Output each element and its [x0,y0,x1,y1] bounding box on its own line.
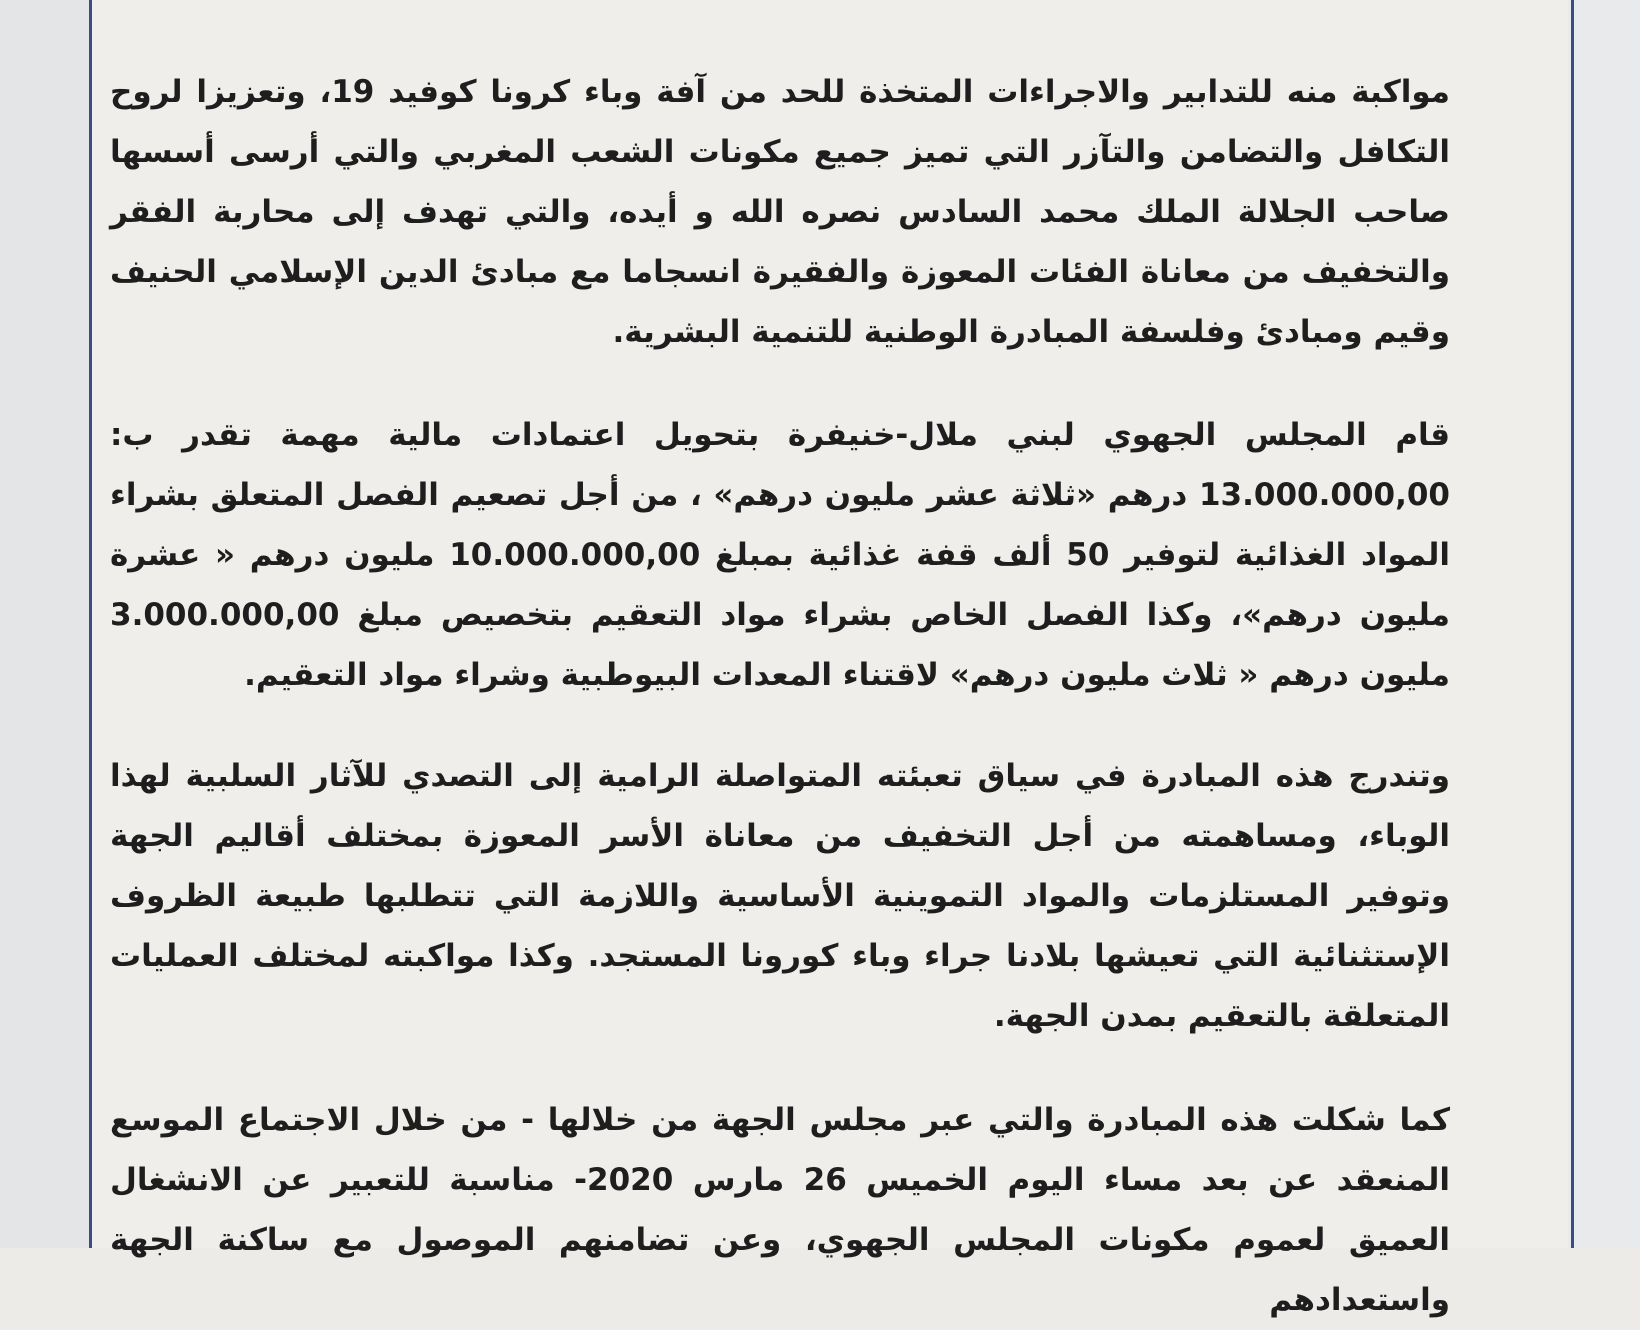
paragraph-3: وتندرج هذه المبادرة في سياق تعبئته المتواصلة الرامية إلى التصدي للآثار السلبية لهذا الوباء، ومساهمته من أجل التخفيف من معاناة الأسر المعوزة بمختلف أقاليم الجهة وتوفير المستلزمات والمواد التموينية الأساسية واللازمة التي تتطلبها طبيعة الظروف الإستثنائية التي تعيشها بلادنا جراء وباء كورونا المستجد. وكذا مواكبته لمختلف العمليات المتعلقة بالتعقيم بمدن الجهة. [110,758,1450,1034]
paragraph-4: كما شكلت هذه المبادرة والتي عبر مجلس الجهة من خلالها - من خلال الاجتماع الموسع المنعقد عن بعد مساء اليوم الخميس 26 مارس 2020- مناسبة للتعبير عن الانشغال العميق لعموم مكونات المجلس الجهوي، وعن تضامنهم الموصول مع ساكنة الجهة واستعدادهم [110,1102,1450,1318]
paragraph-1: مواكبة منه للتدابير والاجراءات المتخذة للحد من آفة وباء كرونا كوفيد 19، وتعزيزا لروح التكافل والتضامن والتآزر التي تميز جميع مكونات الشعب المغربي والتي أرسى أسسها صاحب الجلالة الملك محمد السادس نصره الله و أيده، والتي تهدف إلى محاربة الفقر والتخفيف من معاناة الفئات المعوزة والفقيرة انسجاما مع مبادئ الدين الإسلامي الحنيف وقيم ومبادئ وفلسفة المبادرة الوطنية للتنمية البشرية. [110,74,1450,350]
left-page-margin [0,0,95,1248]
right-border-rule [1571,0,1574,1248]
right-page-margin [1568,0,1640,1248]
paragraph-2: قام المجلس الجهوي لبني ملال-خنيفرة بتحويل اعتمادات مالية مهمة تقدر ب: 13.000.000,00 درهم «ثلاثة عشر مليون درهم» ، من أجل تصعيم الفصل المتعلق بشراء المواد الغذائية لتوفير 50 ألف قفة غذائية بمبلغ 10.000.000,00 مليون درهم « عشرة مليون درهم»، وكذا الفصل الخاص بشراء مواد التعقيم بتخصيص مبلغ 3.000.000,00 مليون درهم « ثلاث مليون درهم» لاقتناء المعدات البيوطبية وشراء مواد التعقيم. [110,417,1450,693]
